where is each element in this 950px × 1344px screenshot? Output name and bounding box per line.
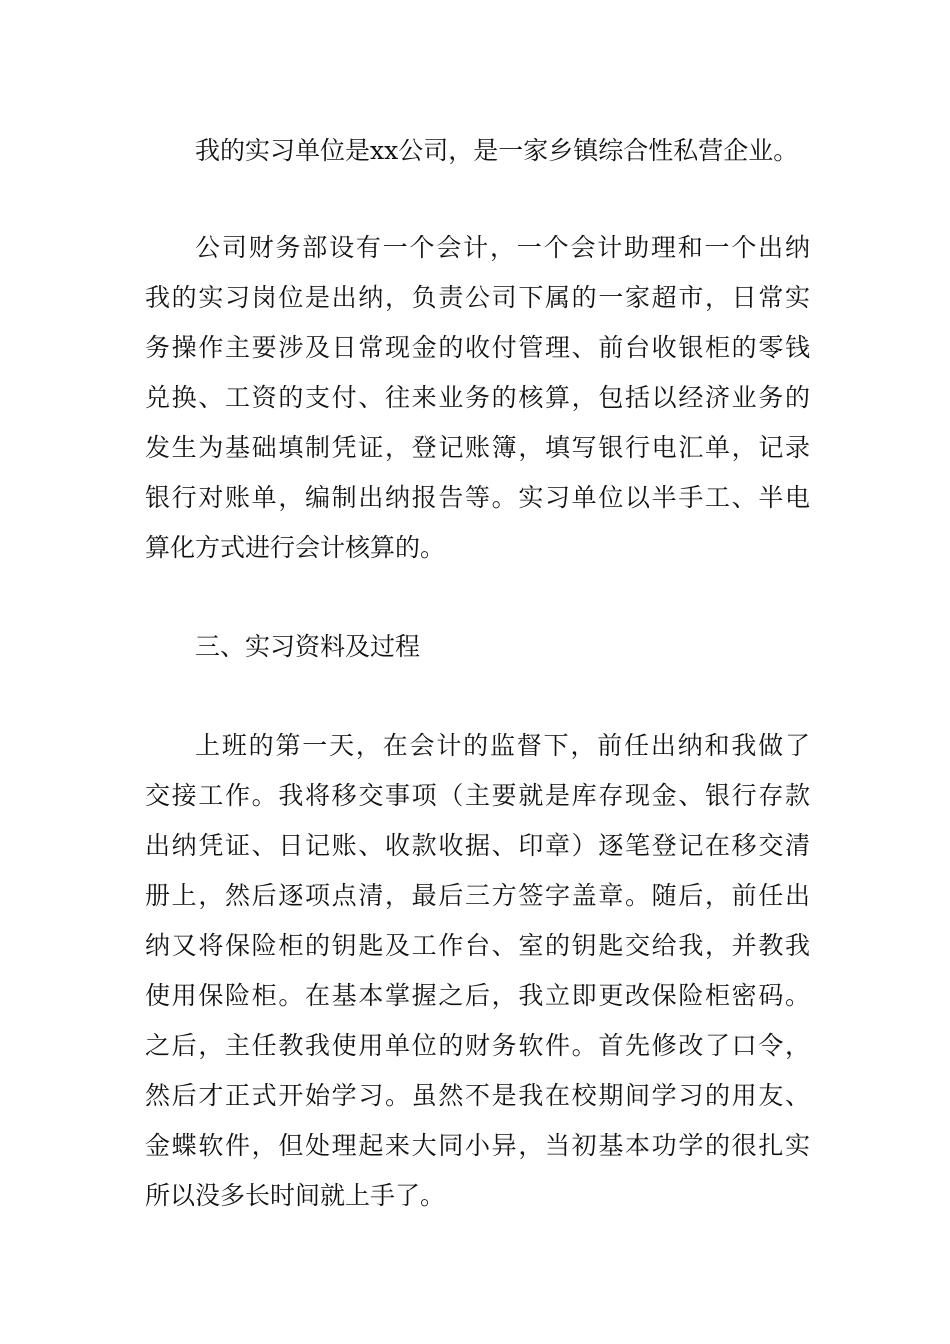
- paragraph-3-line-6: 使用保险柜。在基本掌握之后，我立即更改保险柜密码。: [145, 981, 810, 1010]
- paragraph-2-line-7: 算化方式进行会计核算的。: [145, 533, 446, 562]
- paragraph-3-line-7: 之后，主任教我使用单位的财务软件。首先修改了口令，: [145, 1031, 810, 1060]
- paragraph-3-line-2: 交接工作。我将移交事项（主要就是库存现金、银行存款: [145, 781, 810, 810]
- paragraph-2-line-4: 兑换、工资的支付、往来业务的核算，包括以经济业务的: [145, 383, 810, 412]
- paragraph-1-line-1: 我的实习单位是xx公司，是一家乡镇综合性私营企业。: [195, 136, 799, 165]
- paragraph-2-line-3: 务操作主要涉及日常现金的收付管理、前台收银柜的零钱: [145, 333, 810, 362]
- paragraph-2-line-6: 银行对账单，编制出纳报告等。实习单位以半手工、半电: [145, 483, 810, 512]
- paragraph-3-line-1: 上班的第一天，在会计的监督下，前任出纳和我做了: [195, 731, 810, 760]
- paragraph-3-line-8: 然后才正式开始学习。虽然不是我在校期间学习的用友、: [145, 1081, 810, 1110]
- paragraph-2-line-2: 我的实习岗位是出纳，负责公司下属的一家超市，日常实: [145, 283, 810, 312]
- section-heading: 三、实习资料及过程: [195, 632, 421, 661]
- paragraph-3-line-9: 金蝶软件，但处理起来大同小异，当初基本功学的很扎实: [145, 1131, 810, 1160]
- paragraph-2-line-5: 发生为基础填制凭证，登记账簿，填写银行电汇单，记录: [145, 433, 810, 462]
- paragraph-3-line-5: 纳又将保险柜的钥匙及工作台、室的钥匙交给我，并教我: [145, 931, 810, 960]
- paragraph-3-line-4: 册上，然后逐项点清，最后三方签字盖章。随后，前任出: [145, 881, 810, 910]
- paragraph-2-line-1: 公司财务部设有一个会计，一个会计助理和一个出纳: [195, 233, 810, 262]
- paragraph-3-line-3: 出纳凭证、日记账、收款收据、印章）逐笔登记在移交清: [145, 831, 810, 860]
- paragraph-3-line-10: 所以没多长时间就上手了。: [145, 1181, 446, 1210]
